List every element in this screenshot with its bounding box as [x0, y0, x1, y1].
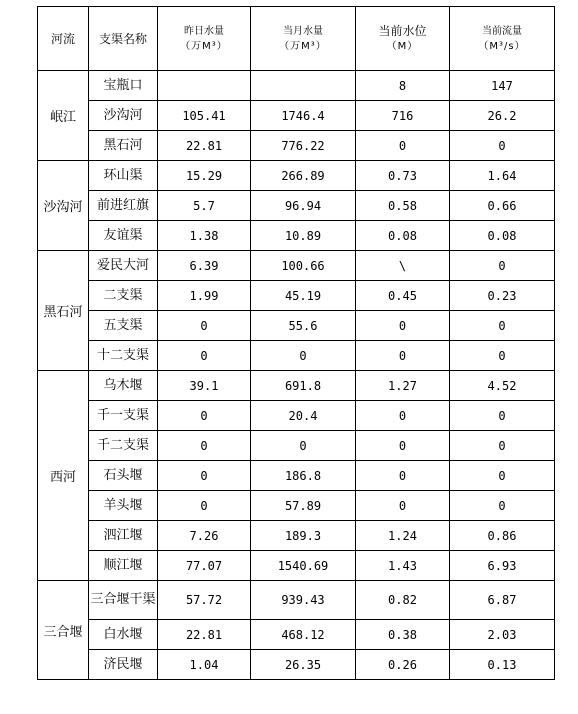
- level-value-cell: 0.45: [356, 281, 450, 311]
- header-row: [38, 7, 555, 71]
- yesterday-value-cell: 1.38: [158, 221, 251, 251]
- table-row: [38, 251, 555, 281]
- header-flow: [450, 7, 555, 71]
- level-value-cell: \: [356, 251, 450, 281]
- yesterday-value-cell: 22.81: [158, 131, 251, 161]
- branch-name-cell: 乌木堰: [89, 371, 158, 401]
- flow-value-cell: 0.13: [450, 650, 555, 680]
- yesterday-value-cell: 0: [158, 431, 251, 461]
- yesterday-value-cell: 5.7: [158, 191, 251, 221]
- flow-value-cell: 0: [450, 491, 555, 521]
- month-value-cell: 96.94: [251, 191, 356, 221]
- river-name-cell: 三合堰: [38, 581, 89, 680]
- table-row: [38, 491, 555, 521]
- level-value-cell: 1.24: [356, 521, 450, 551]
- branch-name-cell: 前进红旗: [89, 191, 158, 221]
- table-row: [38, 191, 555, 221]
- flow-value-cell: 1.64: [450, 161, 555, 191]
- branch-name-cell: 宝瓶口: [89, 71, 158, 101]
- level-value-cell: 1.43: [356, 551, 450, 581]
- level-value-cell: 8: [356, 71, 450, 101]
- level-value-cell: 0: [356, 431, 450, 461]
- yesterday-value-cell: [158, 71, 251, 101]
- level-value-cell: 0.73: [356, 161, 450, 191]
- flow-value-cell: 0: [450, 431, 555, 461]
- header-month: [251, 7, 356, 71]
- header-level-unit: （M）: [386, 40, 419, 52]
- month-value-cell: 1746.4: [251, 101, 356, 131]
- yesterday-value-cell: 39.1: [158, 371, 251, 401]
- branch-name-cell: 环山渠: [89, 161, 158, 191]
- flow-value-cell: 0.08: [450, 221, 555, 251]
- branch-name-cell: 三合堰干渠: [89, 581, 158, 620]
- yesterday-value-cell: 22.81: [158, 620, 251, 650]
- table-row: [38, 551, 555, 581]
- flow-value-cell: 0.23: [450, 281, 555, 311]
- flow-value-cell: 0: [450, 401, 555, 431]
- month-value-cell: 10.89: [251, 221, 356, 251]
- yesterday-value-cell: 77.07: [158, 551, 251, 581]
- level-value-cell: 0: [356, 401, 450, 431]
- header-flow-unit: （M³/s）: [478, 40, 526, 52]
- header-river: 河流: [38, 7, 89, 71]
- branch-name-cell: 五支渠: [89, 311, 158, 341]
- month-value-cell: 468.12: [251, 620, 356, 650]
- level-value-cell: 716: [356, 101, 450, 131]
- yesterday-value-cell: 105.41: [158, 101, 251, 131]
- table-row: [38, 431, 555, 461]
- branch-name-cell: 济民堰: [89, 650, 158, 680]
- level-value-cell: 0.58: [356, 191, 450, 221]
- level-value-cell: 0: [356, 341, 450, 371]
- month-value-cell: 776.22: [251, 131, 356, 161]
- level-value-cell: 0.82: [356, 581, 450, 620]
- header-yesterday: [158, 7, 251, 71]
- yesterday-value-cell: 1.99: [158, 281, 251, 311]
- table-body: [38, 71, 555, 680]
- flow-value-cell: 26.2: [450, 101, 555, 131]
- yesterday-value-cell: 1.04: [158, 650, 251, 680]
- month-value-cell: 0: [251, 341, 356, 371]
- branch-name-cell: 泗江堰: [89, 521, 158, 551]
- month-value-cell: 0: [251, 431, 356, 461]
- header-flow-title: 当前流量: [482, 25, 522, 37]
- month-value-cell: 186.8: [251, 461, 356, 491]
- month-value-cell: 266.89: [251, 161, 356, 191]
- month-value-cell: 20.4: [251, 401, 356, 431]
- yesterday-value-cell: 0: [158, 491, 251, 521]
- flow-value-cell: 6.87: [450, 581, 555, 620]
- table-row: [38, 650, 555, 680]
- branch-name-cell: 顺江堰: [89, 551, 158, 581]
- water-data-table: [37, 6, 555, 680]
- river-name-cell: 西河: [38, 371, 89, 581]
- branch-name-cell: 千一支渠: [89, 401, 158, 431]
- level-value-cell: 0.26: [356, 650, 450, 680]
- branch-name-cell: 千二支渠: [89, 431, 158, 461]
- header-yesterday-unit: （万M³）: [180, 40, 228, 52]
- header-yesterday-title: 昨日水量: [184, 25, 224, 37]
- month-value-cell: 100.66: [251, 251, 356, 281]
- yesterday-value-cell: 7.26: [158, 521, 251, 551]
- table-row: [38, 101, 555, 131]
- flow-value-cell: 0.66: [450, 191, 555, 221]
- river-name-cell: 岷江: [38, 71, 89, 161]
- yesterday-value-cell: 57.72: [158, 581, 251, 620]
- header-branch: 支渠名称: [89, 7, 158, 71]
- month-value-cell: 189.3: [251, 521, 356, 551]
- table-row: [38, 71, 555, 101]
- table-row: [38, 161, 555, 191]
- header-level-title: 当前水位: [378, 23, 427, 38]
- flow-value-cell: 147: [450, 71, 555, 101]
- yesterday-value-cell: 0: [158, 311, 251, 341]
- flow-value-cell: 0: [450, 131, 555, 161]
- table-row: [38, 401, 555, 431]
- month-value-cell: [251, 71, 356, 101]
- flow-value-cell: 6.93: [450, 551, 555, 581]
- level-value-cell: 1.27: [356, 371, 450, 401]
- month-value-cell: 939.43: [251, 581, 356, 620]
- table-row: [38, 521, 555, 551]
- table-row: [38, 311, 555, 341]
- branch-name-cell: 爱民大河: [89, 251, 158, 281]
- branch-name-cell: 羊头堰: [89, 491, 158, 521]
- river-name-cell: 黑石河: [38, 251, 89, 371]
- month-value-cell: 55.6: [251, 311, 356, 341]
- level-value-cell: 0.38: [356, 620, 450, 650]
- flow-value-cell: 0: [450, 311, 555, 341]
- flow-value-cell: 0: [450, 461, 555, 491]
- level-value-cell: 0: [356, 491, 450, 521]
- month-value-cell: 26.35: [251, 650, 356, 680]
- flow-value-cell: 0: [450, 251, 555, 281]
- header-month-title: 当月水量: [283, 25, 323, 37]
- table-row: [38, 341, 555, 371]
- table-row: [38, 221, 555, 251]
- branch-name-cell: 白水堰: [89, 620, 158, 650]
- yesterday-value-cell: 6.39: [158, 251, 251, 281]
- branch-name-cell: 黑石河: [89, 131, 158, 161]
- branch-name-cell: 十二支渠: [89, 341, 158, 371]
- month-value-cell: 691.8: [251, 371, 356, 401]
- river-name-cell: 沙沟河: [38, 161, 89, 251]
- table-row: [38, 281, 555, 311]
- branch-name-cell: 二支渠: [89, 281, 158, 311]
- yesterday-value-cell: 15.29: [158, 161, 251, 191]
- flow-value-cell: 0.86: [450, 521, 555, 551]
- flow-value-cell: 2.03: [450, 620, 555, 650]
- month-value-cell: 45.19: [251, 281, 356, 311]
- yesterday-value-cell: 0: [158, 461, 251, 491]
- month-value-cell: 57.89: [251, 491, 356, 521]
- table-row: [38, 620, 555, 650]
- flow-value-cell: 0: [450, 341, 555, 371]
- header-level: [356, 7, 450, 71]
- table-row: [38, 581, 555, 620]
- table-row: [38, 131, 555, 161]
- branch-name-cell: 沙沟河: [89, 101, 158, 131]
- level-value-cell: 0.08: [356, 221, 450, 251]
- table-row: [38, 461, 555, 491]
- level-value-cell: 0: [356, 131, 450, 161]
- branch-name-cell: 石头堰: [89, 461, 158, 491]
- yesterday-value-cell: 0: [158, 401, 251, 431]
- table-row: [38, 371, 555, 401]
- level-value-cell: 0: [356, 461, 450, 491]
- header-month-unit: （万M³）: [279, 40, 327, 52]
- branch-name-cell: 友谊渠: [89, 221, 158, 251]
- level-value-cell: 0: [356, 311, 450, 341]
- month-value-cell: 1540.69: [251, 551, 356, 581]
- flow-value-cell: 4.52: [450, 371, 555, 401]
- yesterday-value-cell: 0: [158, 341, 251, 371]
